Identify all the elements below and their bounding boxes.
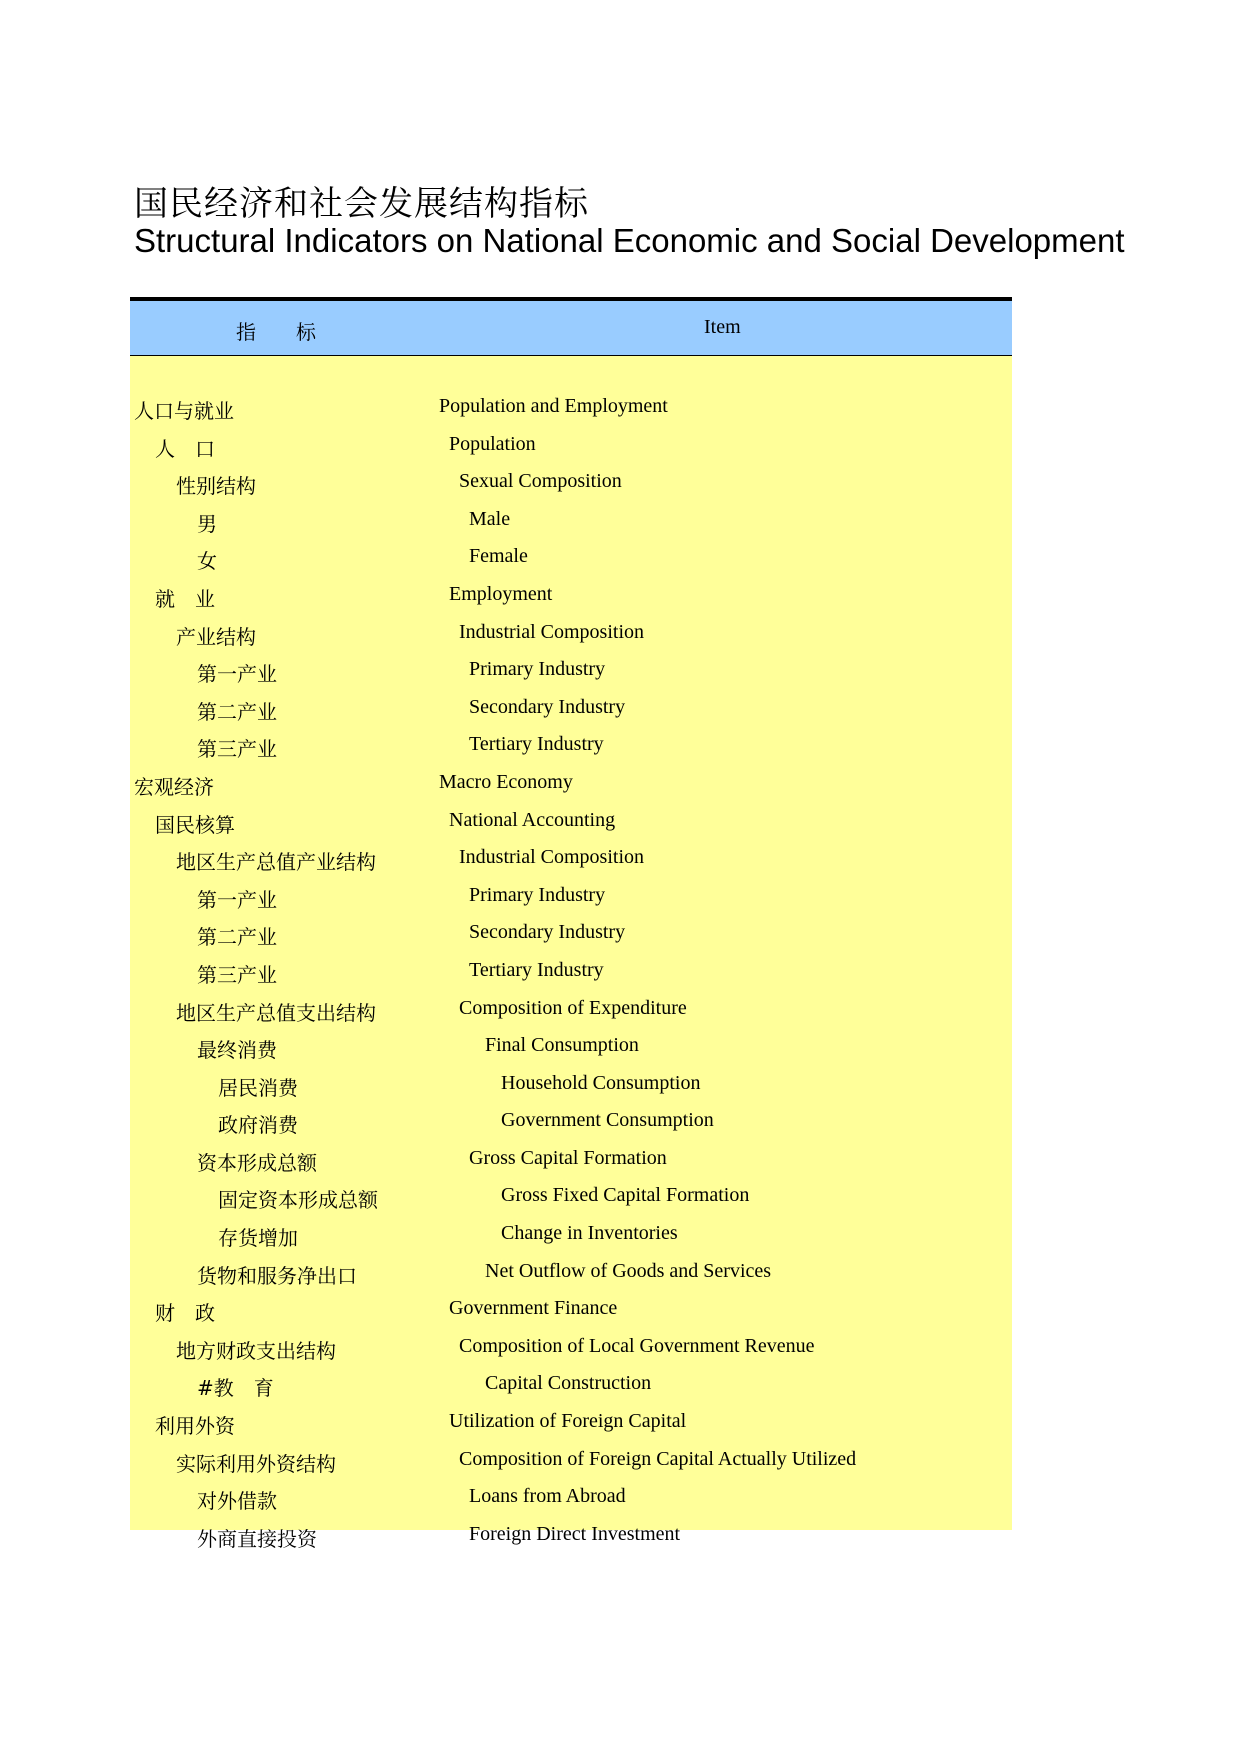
row-label-zh: #教 育 <box>197 1376 274 1401</box>
table-header <box>130 301 1012 356</box>
table-row <box>130 1216 1012 1254</box>
row-label-zh: 最终消费 <box>197 1038 277 1063</box>
row-label-en: Composition of Foreign Capital Actually Utilized <box>459 1447 857 1470</box>
table-row <box>130 1291 1012 1329</box>
row-label-zh: 第一产业 <box>197 887 277 912</box>
row-label-zh: 实际利用外资结构 <box>176 1451 336 1476</box>
row-label-en: Secondary Industry <box>469 921 626 944</box>
table-row <box>130 1066 1012 1104</box>
table-row <box>130 765 1012 803</box>
row-label-en: Composition of Expenditure <box>459 996 687 1019</box>
table-row <box>130 1254 1012 1292</box>
row-label-en: Capital Construction <box>485 1372 652 1395</box>
row-label-en: Net Outflow of Goods and Services <box>485 1259 772 1282</box>
row-label-zh: 第三产业 <box>197 962 277 987</box>
row-label-en: Composition of Local Government Revenue <box>459 1334 815 1357</box>
row-label-zh: 国民核算 <box>155 812 235 837</box>
table-row <box>130 690 1012 728</box>
row-label-zh: 地区生产总值产业结构 <box>176 850 376 875</box>
row-label-zh: 对外借款 <box>197 1489 277 1514</box>
table-row <box>130 502 1012 540</box>
row-label-zh: 第三产业 <box>197 737 277 762</box>
row-label-en: Household Consumption <box>501 1071 701 1094</box>
row-label-en: Male <box>469 507 511 530</box>
table-row <box>130 878 1012 916</box>
row-label-en: Gross Capital Formation <box>469 1146 667 1169</box>
row-label-zh: 居民消费 <box>218 1075 298 1100</box>
row-label-zh: 地区生产总值支出结构 <box>176 1000 376 1025</box>
table-row <box>130 1442 1012 1480</box>
row-label-zh: 政府消费 <box>218 1113 298 1138</box>
table-row <box>130 1028 1012 1066</box>
row-label-zh: 第二产业 <box>197 699 277 724</box>
row-label-zh: 地方财政支出结构 <box>176 1338 336 1363</box>
row-label-en: Macro Economy <box>439 770 573 793</box>
row-label-zh: 人 口 <box>155 436 215 461</box>
row-label-en: Foreign Direct Investment <box>469 1522 681 1545</box>
row-label-en: Industrial Composition <box>459 620 644 643</box>
page-title-en-container <box>134 218 1125 264</box>
row-label-zh: 资本形成总额 <box>197 1150 317 1175</box>
row-label-en: Primary Industry <box>469 883 606 906</box>
table-row <box>130 389 1012 427</box>
row-label-zh: 就 业 <box>155 586 215 611</box>
table-body <box>130 356 1012 1551</box>
table-row <box>130 539 1012 577</box>
table-row <box>130 991 1012 1029</box>
header-item-zh: 指 标 <box>236 320 316 344</box>
row-label-en: Tertiary Industry <box>469 958 604 981</box>
row-label-zh: 产业结构 <box>176 624 256 649</box>
row-label-zh: 女 <box>197 549 217 574</box>
row-label-en: Primary Industry <box>469 658 606 681</box>
row-label-en: Secondary Industry <box>469 695 626 718</box>
table-row <box>130 1103 1012 1141</box>
row-label-en: National Accounting <box>449 808 616 831</box>
row-label-en: Government Finance <box>449 1297 618 1320</box>
table-row <box>130 915 1012 953</box>
row-label-zh: 人口与就业 <box>134 399 234 423</box>
row-label-zh: 货物和服务净出口 <box>197 1263 357 1288</box>
table-row <box>130 727 1012 765</box>
row-label-zh: 第二产业 <box>197 925 277 950</box>
row-label-zh: 宏观经济 <box>134 774 214 799</box>
table-row <box>130 1404 1012 1442</box>
header-item-en: Item <box>704 316 741 338</box>
row-label-zh: 第一产业 <box>197 662 277 687</box>
row-label-zh: 男 <box>197 511 217 536</box>
row-label-en: Sexual Composition <box>459 470 622 493</box>
page-title-en: Structural Indicators on National Economic and Social Development <box>134 222 1125 259</box>
table-row <box>130 1329 1012 1367</box>
table-row <box>130 840 1012 878</box>
row-label-en: Industrial Composition <box>459 846 644 869</box>
row-label-en: Female <box>469 545 528 568</box>
table-row <box>130 615 1012 653</box>
table-row <box>130 427 1012 465</box>
table-row <box>130 577 1012 615</box>
row-label-en: Government Consumption <box>501 1109 714 1132</box>
table-row <box>130 1517 1012 1555</box>
row-label-zh: 利用外资 <box>155 1414 235 1439</box>
table-row <box>130 803 1012 841</box>
row-label-en: Change in Inventories <box>501 1222 678 1245</box>
table-row <box>130 1178 1012 1216</box>
row-label-en: Utilization of Foreign Capital <box>449 1410 687 1433</box>
row-label-zh: 性别结构 <box>176 474 256 499</box>
indicator-table <box>130 297 1012 1551</box>
table-row <box>130 464 1012 502</box>
table-row <box>130 1479 1012 1517</box>
page-title-zh: 国民经济和社会发展结构指标 <box>134 184 589 224</box>
table-row <box>130 652 1012 690</box>
row-label-en: Gross Fixed Capital Formation <box>501 1184 750 1207</box>
row-label-en: Final Consumption <box>485 1034 639 1057</box>
table-row <box>130 1141 1012 1179</box>
row-label-zh: 外商直接投资 <box>197 1526 317 1551</box>
row-label-en: Population <box>449 432 536 455</box>
row-label-en: Employment <box>449 582 553 605</box>
row-label-zh: 存货增加 <box>218 1226 298 1251</box>
row-label-zh: 固定资本形成总额 <box>218 1188 378 1213</box>
row-label-en: Loans from Abroad <box>469 1485 626 1508</box>
row-label-en: Tertiary Industry <box>469 733 604 756</box>
table-row <box>130 1366 1012 1404</box>
table-row <box>130 953 1012 991</box>
row-label-en: Population and Employment <box>439 395 668 417</box>
row-label-zh: 财 政 <box>155 1301 215 1326</box>
